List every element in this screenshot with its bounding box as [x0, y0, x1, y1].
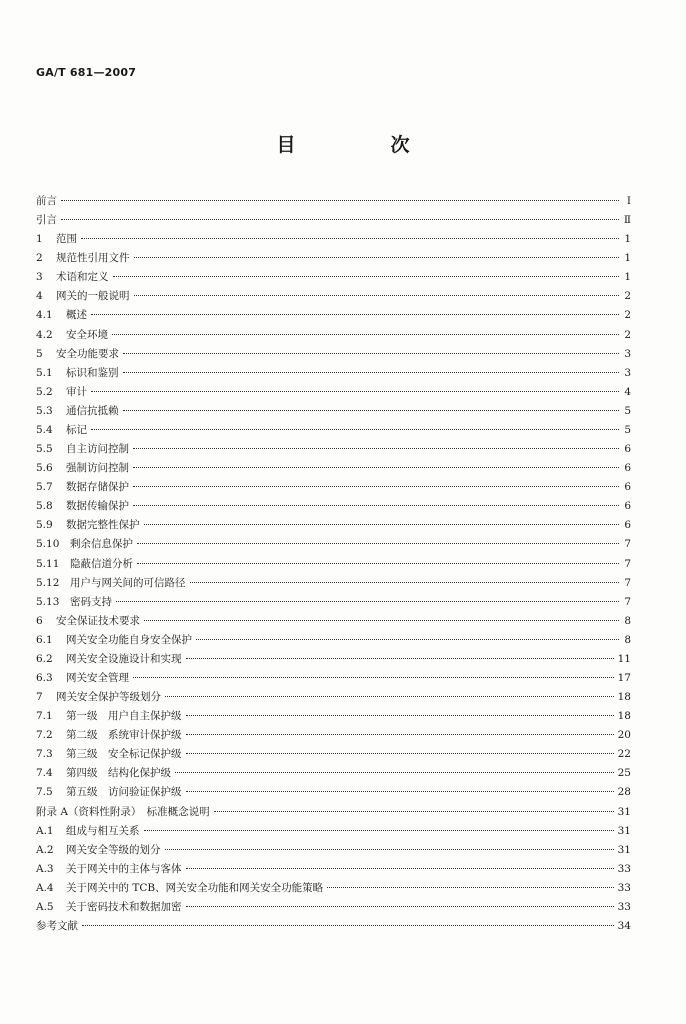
- toc-entry-page: 33: [617, 881, 631, 894]
- toc-dot-leader: [123, 372, 620, 373]
- toc-entry-page: 33: [617, 862, 631, 875]
- toc-entry-number: 5.5: [36, 443, 53, 456]
- toc-entry[interactable]: [36, 613, 631, 630]
- toc-entry-number: 4: [36, 290, 43, 303]
- toc-entry-number: 5.13: [36, 595, 60, 608]
- toc-entry-number: 5.7: [36, 481, 53, 494]
- toc-entry[interactable]: [36, 517, 631, 534]
- toc-entry-number: A.2: [36, 843, 54, 856]
- toc-entry-page: 5: [624, 423, 631, 436]
- toc-entry-page: 4: [624, 385, 631, 398]
- toc-entry-page: 6: [624, 519, 631, 532]
- toc-entry-label: 数据存储保护: [66, 481, 129, 494]
- toc-entry-page: 7: [624, 595, 631, 608]
- toc-dot-leader: [186, 906, 614, 907]
- toc-entry-number: 5.2: [36, 385, 53, 398]
- toc-entry-label: 安全功能要求: [56, 347, 119, 360]
- toc-entry-page: 8: [624, 614, 631, 627]
- toc-entry-page: 2: [624, 309, 631, 322]
- toc-entry[interactable]: [36, 804, 631, 821]
- toc-entry-page: 31: [617, 824, 631, 837]
- toc-entry[interactable]: [36, 403, 631, 420]
- toc-entry-label: 数据完整性保护: [66, 519, 140, 532]
- toc-entry-label: 第四级 结构化保护级: [66, 767, 171, 780]
- toc-entry-label: 第一级 用户自主保护级: [66, 710, 182, 723]
- toc-entry-number: 5.6: [36, 462, 53, 475]
- toc-entry-number: 5: [36, 347, 43, 360]
- toc-entry-label: 引言: [36, 214, 57, 227]
- toc-dot-leader: [61, 219, 619, 220]
- toc-entry-label: 网关安全设施设计和实现: [66, 652, 182, 665]
- toc-dot-leader: [123, 410, 620, 411]
- toc-entry[interactable]: [36, 746, 631, 763]
- toc-dot-leader: [82, 925, 614, 926]
- toc-entry-page: 6: [624, 481, 631, 494]
- toc-entry-page: 28: [617, 786, 631, 799]
- toc-entry[interactable]: [36, 899, 631, 916]
- toc-entry-number: 7.4: [36, 767, 53, 780]
- toc-entry-page: 31: [617, 843, 631, 856]
- toc-entry-label: 强制访问控制: [66, 462, 129, 475]
- toc-dot-leader: [165, 849, 614, 850]
- toc-entry-label: 安全保证技术要求: [56, 614, 140, 627]
- toc-entry[interactable]: [36, 288, 631, 305]
- toc-entry[interactable]: [36, 536, 631, 553]
- toc-dot-leader: [186, 791, 614, 792]
- toc-entry-number: 7.5: [36, 786, 53, 799]
- toc-entry-label: 第五级 访问验证保护级: [66, 786, 182, 799]
- toc-entry-label: 网关安全管理: [66, 672, 129, 684]
- toc-entry-number: A.4: [36, 881, 54, 894]
- toc-entry[interactable]: [36, 212, 631, 229]
- toc-dot-leader: [113, 276, 620, 277]
- toc-dot-leader: [144, 830, 614, 831]
- toc-dot-leader: [327, 887, 614, 888]
- toc-entry-label: 第三级 安全标记保护级: [66, 748, 182, 761]
- toc-entry-number: 1: [36, 233, 43, 246]
- toc-dot-leader: [144, 620, 619, 621]
- toc-dot-leader: [133, 677, 614, 678]
- toc-entry-label: 审计: [66, 385, 87, 398]
- toc-dot-leader: [137, 563, 619, 564]
- toc-entry-page: 22: [617, 748, 631, 761]
- toc-entry-number: 7.1: [36, 710, 53, 723]
- toc-entry[interactable]: [36, 307, 631, 324]
- toc-entry-page: Ⅰ: [626, 195, 631, 207]
- toc-dot-leader: [186, 734, 614, 735]
- toc-dot-leader: [112, 334, 619, 335]
- toc-entry[interactable]: [36, 250, 631, 267]
- toc-entry-label: 数据传输保护: [66, 500, 129, 513]
- toc-entry-page: 11: [617, 652, 631, 665]
- toc-entry-number: 5.1: [36, 366, 53, 379]
- toc-dot-leader: [175, 772, 614, 773]
- toc-entry-page: 2: [624, 290, 631, 303]
- toc-entry-page: 3: [624, 347, 631, 360]
- toc-entry[interactable]: [36, 918, 631, 935]
- toc-dot-leader: [214, 811, 614, 812]
- toc-entry[interactable]: [36, 823, 631, 840]
- toc-entry-number: 3: [36, 271, 43, 284]
- toc-entry[interactable]: [36, 269, 631, 286]
- toc-entry[interactable]: [36, 575, 631, 592]
- toc-entry-label: 关于网关中的 TCB、网关安全功能和网关安全功能策略: [66, 881, 324, 894]
- toc-dot-leader: [133, 505, 619, 506]
- toc-entry[interactable]: [36, 880, 631, 897]
- toc-dot-leader: [186, 753, 614, 754]
- toc-entry[interactable]: [36, 384, 631, 401]
- toc-entry-number: 7.3: [36, 748, 53, 761]
- toc-dot-leader: [190, 582, 620, 583]
- toc-entry[interactable]: [36, 193, 631, 210]
- toc-entry[interactable]: [36, 346, 631, 363]
- page-title: 目 次: [276, 134, 448, 156]
- toc-entry-label: 关于密码技术和数据加密: [66, 900, 182, 913]
- toc-entry-page: 7: [624, 557, 631, 570]
- toc-entry-page: 7: [624, 538, 631, 551]
- toc-entry[interactable]: [36, 632, 631, 649]
- toc-entry-label: 网关安全功能自身安全保护: [66, 633, 192, 646]
- toc-entry-number: 4.1: [36, 309, 53, 322]
- toc-entry[interactable]: [36, 727, 631, 744]
- toc-entry-number: 6.2: [36, 652, 53, 665]
- toc-entry-label: 参考文献: [36, 920, 78, 933]
- toc-entry-label: 范围: [56, 233, 77, 246]
- toc-entry[interactable]: [36, 651, 631, 668]
- toc-entry-page: 31: [617, 805, 631, 818]
- toc-dot-leader: [134, 295, 620, 296]
- toc-entry-number: 5.9: [36, 519, 53, 532]
- toc-dot-leader: [133, 467, 619, 468]
- standard-code: GA/T 681—2007: [36, 66, 137, 79]
- toc-entry-number: 5.12: [36, 576, 60, 589]
- toc-entry-label: 标识和鉴别: [66, 366, 119, 379]
- toc-entry-label: 附录 A（资料性附录） 标准概念说明: [36, 805, 210, 818]
- toc-entry-label: 前言: [36, 195, 57, 207]
- toc-entry-page: 34: [617, 920, 631, 933]
- toc-entry-number: 5.3: [36, 404, 53, 417]
- toc-entry-number: A.1: [36, 824, 54, 837]
- toc-entry[interactable]: [36, 460, 631, 477]
- toc-entry[interactable]: [36, 861, 631, 878]
- toc-dot-leader: [137, 543, 619, 544]
- toc-entry[interactable]: [36, 765, 631, 782]
- toc-entry-page: 6: [624, 500, 631, 513]
- toc-dot-leader: [61, 200, 619, 201]
- toc-entry-page: 25: [617, 767, 631, 780]
- toc-entry-label: 关于网关中的主体与客体: [66, 862, 182, 875]
- toc-entry-label: 剩余信息保护: [70, 538, 133, 551]
- toc-dot-leader: [134, 257, 620, 258]
- toc-entry-label: 网关安全等级的划分: [66, 843, 161, 856]
- toc-entry-number: 5.4: [36, 423, 53, 436]
- toc-dot-leader: [196, 639, 619, 640]
- toc-entry-page: 7: [624, 576, 631, 589]
- toc-entry-page: 18: [617, 710, 631, 723]
- toc-entry-page: 6: [624, 462, 631, 475]
- toc-entry-page: 17: [617, 672, 631, 684]
- toc-entry-number: 7.2: [36, 729, 53, 742]
- toc-entry-number: 5.11: [36, 557, 60, 570]
- toc-entry-label: 隐蔽信道分析: [70, 557, 133, 570]
- toc-entry-page: 20: [617, 729, 631, 742]
- toc-entry-page: 5: [624, 404, 631, 417]
- toc-dot-leader: [133, 448, 619, 449]
- toc-entry[interactable]: [36, 784, 631, 801]
- toc-entry-label: 安全环境: [66, 328, 108, 341]
- toc-entry-label: 通信抗抵赖: [66, 404, 119, 417]
- toc-entry-page: 1: [624, 252, 631, 265]
- toc-entry-label: 标记: [66, 423, 87, 436]
- toc-dot-leader: [91, 391, 619, 392]
- toc-entry[interactable]: [36, 556, 631, 573]
- toc-entry-number: 2: [36, 252, 43, 265]
- toc-entry[interactable]: [36, 498, 631, 515]
- toc-entry-number: 6.1: [36, 633, 53, 646]
- toc-entry-number: 5.10: [36, 538, 60, 551]
- toc-entry-label: 用户与网关间的可信路径: [70, 576, 186, 589]
- toc-entry-label: 网关安全保护等级划分: [56, 691, 161, 704]
- toc-entry[interactable]: [36, 842, 631, 859]
- toc-entry-number: 5.8: [36, 500, 53, 513]
- toc-dot-leader: [81, 238, 619, 239]
- toc-entry-label: 自主访问控制: [66, 443, 129, 456]
- toc-entry[interactable]: [36, 441, 631, 458]
- toc-dot-leader: [186, 658, 614, 659]
- toc-dot-leader: [186, 868, 614, 869]
- toc-entry-label: 组成与相互关系: [66, 824, 140, 837]
- toc-entry-number: A.5: [36, 900, 54, 913]
- toc-entry[interactable]: [36, 689, 631, 706]
- toc-dot-leader: [186, 715, 614, 716]
- toc-dot-leader: [165, 696, 614, 697]
- toc-entry-label: 网关的一般说明: [56, 290, 130, 303]
- toc-entry[interactable]: [36, 231, 631, 248]
- toc-entry-label: 术语和定义: [56, 271, 109, 284]
- toc-dot-leader: [144, 524, 620, 525]
- toc-entry[interactable]: [36, 670, 631, 687]
- toc-entry-label: 规范性引用文件: [56, 252, 130, 265]
- toc-entry-label: 第二级 系统审计保护级: [66, 729, 182, 742]
- toc-entry-page: 18: [617, 691, 631, 704]
- toc-entry[interactable]: [36, 708, 631, 725]
- toc-entry[interactable]: [36, 327, 631, 344]
- toc-entry-number: 4.2: [36, 328, 53, 341]
- toc-entry-page: 6: [624, 443, 631, 456]
- toc-entry-label: 概述: [66, 309, 87, 322]
- toc-entry-label: 密码支持: [70, 595, 112, 608]
- toc-entry-page: 3: [624, 366, 631, 379]
- toc-dot-leader: [133, 486, 619, 487]
- toc-entry-page: Ⅱ: [623, 214, 631, 227]
- toc-dot-leader: [91, 429, 619, 430]
- toc-dot-leader: [116, 601, 619, 602]
- toc-entry-page: 8: [624, 633, 631, 646]
- toc-entry-number: 6: [36, 614, 43, 627]
- toc-entry[interactable]: [36, 422, 631, 439]
- toc-entry[interactable]: [36, 594, 631, 611]
- toc-entry-page: 1: [624, 271, 631, 284]
- toc-entry-page: 1: [624, 233, 631, 246]
- toc-entry[interactable]: [36, 479, 631, 496]
- toc-entry-page: 33: [617, 900, 631, 913]
- toc-dot-leader: [123, 353, 619, 354]
- toc-entry-number: 7: [36, 691, 43, 704]
- toc-entry-number: 6.3: [36, 672, 53, 684]
- toc-entry-page: 2: [624, 328, 631, 341]
- toc-dot-leader: [91, 314, 619, 315]
- toc-entry-number: A.3: [36, 862, 54, 875]
- toc-entry[interactable]: [36, 365, 631, 382]
